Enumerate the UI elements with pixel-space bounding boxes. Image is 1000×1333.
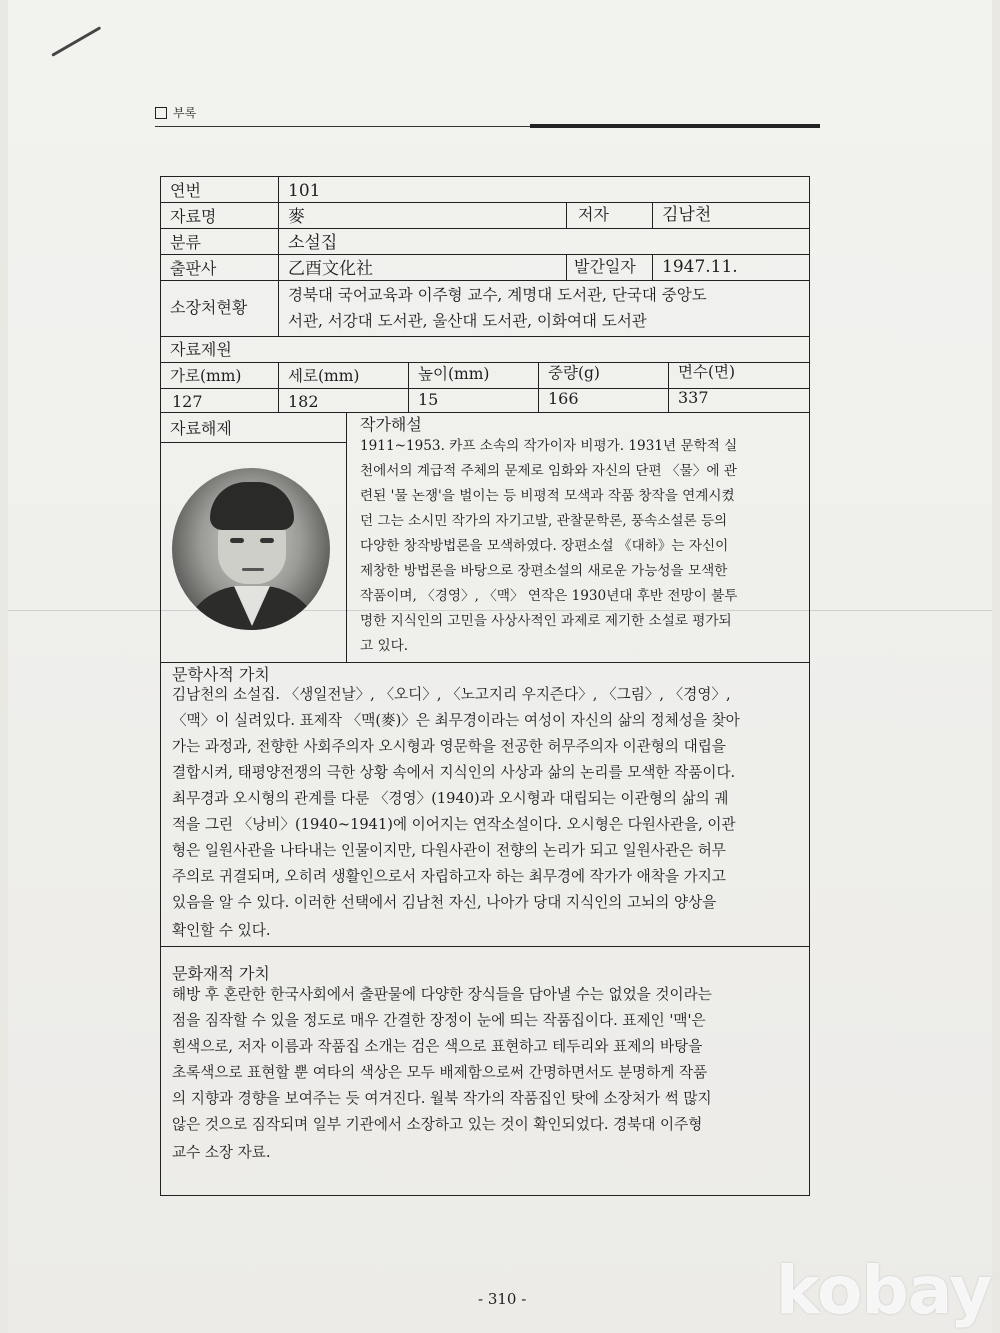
table-rule: [160, 662, 810, 663]
label-holdings: 소장처현황: [170, 298, 248, 317]
label-category: 분류: [170, 233, 201, 252]
author-commentary-line: 고 있다.: [360, 638, 409, 654]
spec-header-width: 가로(mm): [170, 367, 242, 385]
value-serial: 101: [288, 181, 321, 201]
table-rule: [160, 254, 810, 255]
table-rule: [566, 254, 567, 280]
cultural-value-line: 점을 짐작할 수 있을 정도로 매우 간결한 장정이 눈에 띄는 작품집이다. 표제인 '맥'은: [172, 1012, 706, 1029]
literary-value-title: 문학사적 가치: [172, 665, 270, 684]
checkbox-square-icon: [155, 107, 167, 119]
author-portrait-photo: [172, 468, 330, 630]
table-rule: [652, 254, 653, 280]
spec-value-weight: 166: [548, 389, 579, 408]
section-title: 부록: [173, 106, 197, 120]
author-commentary-line: 련된 '물 논쟁'을 벌이는 등 비평적 모색과 작품 창작을 연계시켰: [360, 488, 735, 504]
cultural-value-line: 의 지향과 경향을 보여주는 듯 여겨진다. 월북 작가의 작품집인 탓에 소장처가 썩 많지: [172, 1090, 712, 1107]
literary-value-line: 결합시켜, 태평양전쟁의 극한 상황 속에서 지식인의 사상과 삶의 논리를 모색한 작품이다.: [172, 764, 736, 781]
table-rule: [278, 362, 279, 412]
header-rule-thick: [530, 124, 820, 128]
value-category: 소설집: [288, 233, 338, 253]
table-rule: [160, 946, 810, 947]
literary-value-line: 주의로 귀결되며, 오히려 생활인으로서 자립하고자 하는 최무경에 작가가 애착을 가지고: [172, 868, 726, 885]
author-commentary-line: 제창한 방법론을 바탕으로 장편소설의 새로운 가능성을 모색한: [360, 563, 728, 579]
holdings-line: 경북대 국어교육과 이주형 교수, 계명대 도서관, 단국대 중앙도: [288, 286, 707, 304]
value-author: 김남천: [662, 205, 712, 225]
commentary-label: 자료해제: [170, 419, 232, 438]
literary-value-line: 확인할 수 있다.: [172, 922, 271, 939]
literary-value-line: 〈맥〉이 실려있다. 표제작 〈맥(麥)〉은 최무경이라는 여성이 자신의 삶의 정체성을 찾아: [172, 712, 740, 729]
table-rule: [160, 280, 810, 281]
value-title: 麥: [288, 207, 305, 227]
specs-title: 자료제원: [170, 340, 232, 359]
table-rule: [160, 412, 810, 413]
spec-header-pages: 면수(면): [678, 363, 736, 381]
table-rule: [160, 442, 346, 443]
label-pub-date: 발간일자: [574, 257, 636, 276]
spec-header-height: 세로(mm): [288, 367, 360, 385]
table-rule: [668, 362, 669, 412]
author-commentary-line: 명한 지식인의 고민을 사상사적인 과제로 제기한 소설로 평가되: [360, 613, 732, 629]
value-publisher: 乙酉文化社: [288, 259, 373, 279]
literary-value-line: 적을 그린 〈낭비〉(1940~1941)에 이어지는 연작소설이다. 오시형은 다원사관을, 이관: [172, 816, 736, 833]
author-commentary-line: 다양한 창작방법론을 모색하였다. 장편소설 《대하》는 자신이: [360, 538, 729, 554]
author-commentary-title: 작가해설: [360, 415, 422, 434]
value-pub-date: 1947.11.: [662, 257, 738, 277]
spec-header-weight: 중량(g): [548, 364, 600, 382]
spec-value-width: 127: [172, 392, 203, 411]
cultural-value-line: 교수 소장 자료.: [172, 1144, 271, 1161]
literary-value-line: 가는 과정과, 전향한 사회주의자 오시형과 영문학을 전공한 허무주의자 이관형의 대립을: [172, 738, 726, 755]
literary-value-line: 있음을 알 수 있다. 이러한 선택에서 김남천 자신, 나아가 당대 지식인의 고뇌의 양상을: [172, 894, 717, 911]
cultural-value-title: 문화재적 가치: [172, 964, 270, 983]
spec-value-depth: 15: [418, 390, 439, 409]
section-header: [155, 104, 196, 121]
spec-header-depth: 높이(mm): [418, 365, 490, 383]
spec-value-height: 182: [288, 392, 319, 411]
table-rule: [566, 202, 567, 228]
table-rule: [160, 336, 810, 337]
cultural-value-line: 흰색으로, 저자 이름과 작품집 소개는 검은 색으로 표현하고 테두리와 표제의 바탕을: [172, 1038, 703, 1055]
label-publisher: 출판사: [170, 259, 217, 278]
literary-value-line: 김남천의 소설집. 〈생일전날〉, 〈오디〉, 〈노고지리 우지즌다〉, 〈그림〉, 〈경영〉,: [172, 686, 731, 703]
author-commentary-line: 작품이며, 〈경영〉, 〈맥〉 연작은 1930년대 후반 전망이 불투: [360, 588, 738, 604]
label-author: 저자: [578, 205, 609, 224]
table-rule: [652, 202, 653, 228]
author-commentary-line: 천에서의 계급적 주체의 문제로 임화와 자신의 단편 〈물〉에 관: [360, 463, 737, 479]
table-rule: [538, 362, 539, 412]
table-rule: [160, 388, 810, 389]
page-number: - 310 -: [478, 1290, 527, 1308]
table-rule: [346, 412, 347, 662]
label-title: 자료명: [170, 207, 217, 226]
author-commentary-line: 던 그는 소시민 작가의 자기고발, 관찰문학론, 풍속소설론 등의: [360, 513, 728, 529]
cultural-value-line: 초록색으로 표현할 뿐 여타의 색상은 모두 배제함으로써 간명하면서도 분명하게 작품: [172, 1064, 708, 1081]
table-rule: [408, 362, 409, 412]
literary-value-line: 형은 일원사관을 나타내는 인물이지만, 다원사관이 전향의 논리가 되고 일원사관은 허무: [172, 842, 726, 859]
author-commentary-line: 1911~1953. 카프 소속의 작가이자 비평가. 1931년 문학적 실: [360, 438, 738, 454]
spec-value-pages: 337: [678, 388, 709, 407]
holdings-line: 서관, 서강대 도서관, 울산대 도서관, 이화여대 도서관: [288, 312, 647, 330]
cultural-value-line: 해방 후 혼란한 한국사회에서 출판물에 다양한 장식들을 담아낼 수는 없었을 것이라는: [172, 986, 712, 1003]
watermark-logo: kobay: [776, 1252, 992, 1329]
table-rule: [278, 176, 279, 336]
cultural-value-line: 않은 것으로 짐작되며 일부 기관에서 소장하고 있는 것이 확인되었다. 경북대 이주형: [172, 1116, 703, 1133]
label-serial: 연번: [170, 181, 201, 200]
table-rule: [160, 202, 810, 203]
literary-value-line: 최무경과 오시형의 관계를 다룬 〈경영〉(1940)과 오시형과 대립되는 이관형의 삶의 궤: [172, 790, 729, 807]
table-rule: [160, 228, 810, 229]
